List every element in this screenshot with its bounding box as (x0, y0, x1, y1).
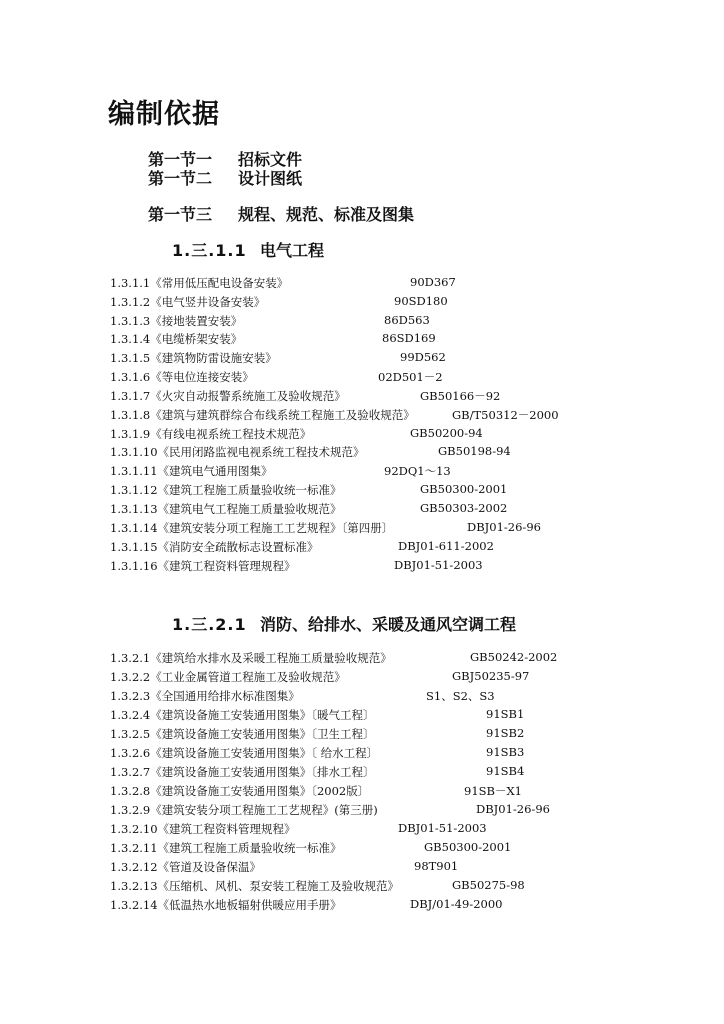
section-name: 规程、规范、标准及图集 (238, 205, 415, 224)
standard-code: 91SB1 (486, 707, 525, 721)
list-item: 1.3.2.5《建筑设备施工安装通用图集》〔卫生工程〕 (110, 727, 375, 741)
standard-code: 90SD180 (394, 294, 448, 308)
standard-code: GB50303-2002 (420, 501, 508, 515)
standard-code: 91SB4 (486, 764, 525, 778)
list-item: 1.3.1.14《建筑安装分项工程施工工艺规程》〔第四册〕 (110, 521, 394, 535)
standard-code: DBJ01-51-2003 (398, 821, 487, 835)
standard-code: 91SB2 (486, 726, 525, 740)
section-name: 设计图纸 (238, 169, 303, 188)
standard-code: 91SB3 (486, 745, 525, 759)
list-item: 1.3.1.6《等电位连接安装》 (110, 370, 254, 384)
standard-code: DBJ/01-49-2000 (410, 897, 503, 911)
standard-code: GB/T50312－2000 (452, 408, 559, 422)
standard-code: DBJ01-26-96 (467, 520, 541, 534)
standard-code: GB50242-2002 (470, 650, 558, 664)
list-item: 1.3.2.12《管道及设备保温》 (110, 860, 262, 874)
list-item: 1.3.1.3《接地装置安装》 (110, 314, 243, 328)
section-name: 招标文件 (238, 150, 303, 169)
list-item: 1.3.2.14《低温热水地板辐射供暖应用手册》 (110, 898, 342, 912)
standard-code: 91SB－X1 (464, 784, 522, 798)
standard-code: 86SD169 (382, 331, 436, 345)
list-item: 1.3.2.7《建筑设备施工安装通用图集》〔排水工程〕 (110, 765, 375, 779)
standard-code: 86D563 (384, 313, 430, 327)
list-item: 1.3.1.8《建筑与建筑群综合布线系统工程施工及验收规范》 (110, 408, 415, 422)
standard-code: 02D501－2 (378, 370, 443, 384)
subsection-number: 1.三.2.1 (172, 615, 247, 634)
list-item: 1.3.1.13《建筑电气工程施工质量验收规范》 (110, 502, 342, 516)
subsection-number: 1.三.1.1 (172, 241, 247, 260)
standard-code: 92DQ1～13 (384, 464, 451, 478)
section-label: 第一节三 (148, 205, 213, 224)
standard-code: 98T901 (414, 859, 459, 873)
section-label: 第一节一 (148, 150, 213, 169)
standard-code: 99D562 (400, 350, 446, 364)
list-item: 1.3.1.2《电气竖井设备安装》 (110, 295, 266, 309)
section-label: 第一节二 (148, 169, 213, 188)
standard-code: 90D367 (410, 275, 456, 289)
list-item: 1.3.1.15《消防安全疏散标志设置标准》 (110, 540, 319, 554)
standard-code: DBJ01-26-96 (476, 802, 550, 816)
list-item: 1.3.2.13《压缩机、风机、泵安装工程施工及验收规范》 (110, 879, 400, 893)
list-item: 1.3.2.4《建筑设备施工安装通用图集》〔暖气工程〕 (110, 708, 375, 722)
list-item: 1.3.2.11《建筑工程施工质量验收统一标准》 (110, 841, 342, 855)
standard-code: GB50300-2001 (424, 840, 512, 854)
section-heading-2 (148, 166, 302, 189)
page-title: 编制依据 (108, 99, 220, 130)
list-item: 1.3.2.8《建筑设备施工安装通用图集》〔2002版〕 (110, 784, 370, 798)
standard-code: GBJ50235-97 (452, 669, 530, 683)
section-heading-3 (148, 202, 414, 225)
standard-code: S1、S2、S3 (426, 689, 495, 703)
subsection-name: 电气工程 (260, 241, 325, 260)
list-item: 1.3.2.3《全国通用给排水标准图集》 (110, 689, 300, 703)
list-item: 1.3.2.2《工业金属管道工程施工及验收规范》 (110, 670, 346, 684)
list-item: 1.3.1.7《火灾自动报警系统施工及验收规范》 (110, 389, 346, 403)
list-item: 1.3.1.4《电缆桥架安装》 (110, 332, 243, 346)
subsection-heading-hvac (172, 612, 516, 635)
list-item: 1.3.2.10《建筑工程资料管理规程》 (110, 822, 296, 836)
list-item: 1.3.1.5《建筑物防雷设施安装》 (110, 351, 277, 365)
list-item: 1.3.1.16《建筑工程资料管理规程》 (110, 559, 296, 573)
standard-code: DBJ01-611-2002 (398, 539, 494, 553)
standard-code: GB50166－92 (420, 389, 501, 403)
list-item: 1.3.1.10《民用闭路监视电视系统工程技术规范》 (110, 445, 365, 459)
list-item: 1.3.1.1《常用低压配电设备安装》 (110, 276, 289, 290)
list-item: 1.3.2.1《建筑给水排水及采暖工程施工质量验收规范》 (110, 651, 392, 665)
list-item: 1.3.2.9《建筑安装分项工程施工工艺规程》(第三册) (110, 803, 378, 817)
list-item: 1.3.2.6《建筑设备施工安装通用图集》〔 给水工程〕 (110, 746, 379, 760)
list-item: 1.3.1.12《建筑工程施工质量验收统一标准》 (110, 483, 342, 497)
list-item: 1.3.1.11《建筑电气通用图集》 (110, 464, 273, 478)
standard-code: GB50275-98 (452, 878, 525, 892)
list-item: 1.3.1.9《有线电视系统工程技术规范》 (110, 427, 312, 441)
standard-code: DBJ01-51-2003 (394, 558, 483, 572)
subsection-name: 消防、给排水、采暖及通风空调工程 (260, 615, 517, 634)
subsection-heading-electrical (172, 238, 324, 261)
standard-code: GB50300-2001 (420, 482, 508, 496)
standard-code: GB50200-94 (410, 426, 483, 440)
standard-code: GB50198-94 (438, 444, 511, 458)
